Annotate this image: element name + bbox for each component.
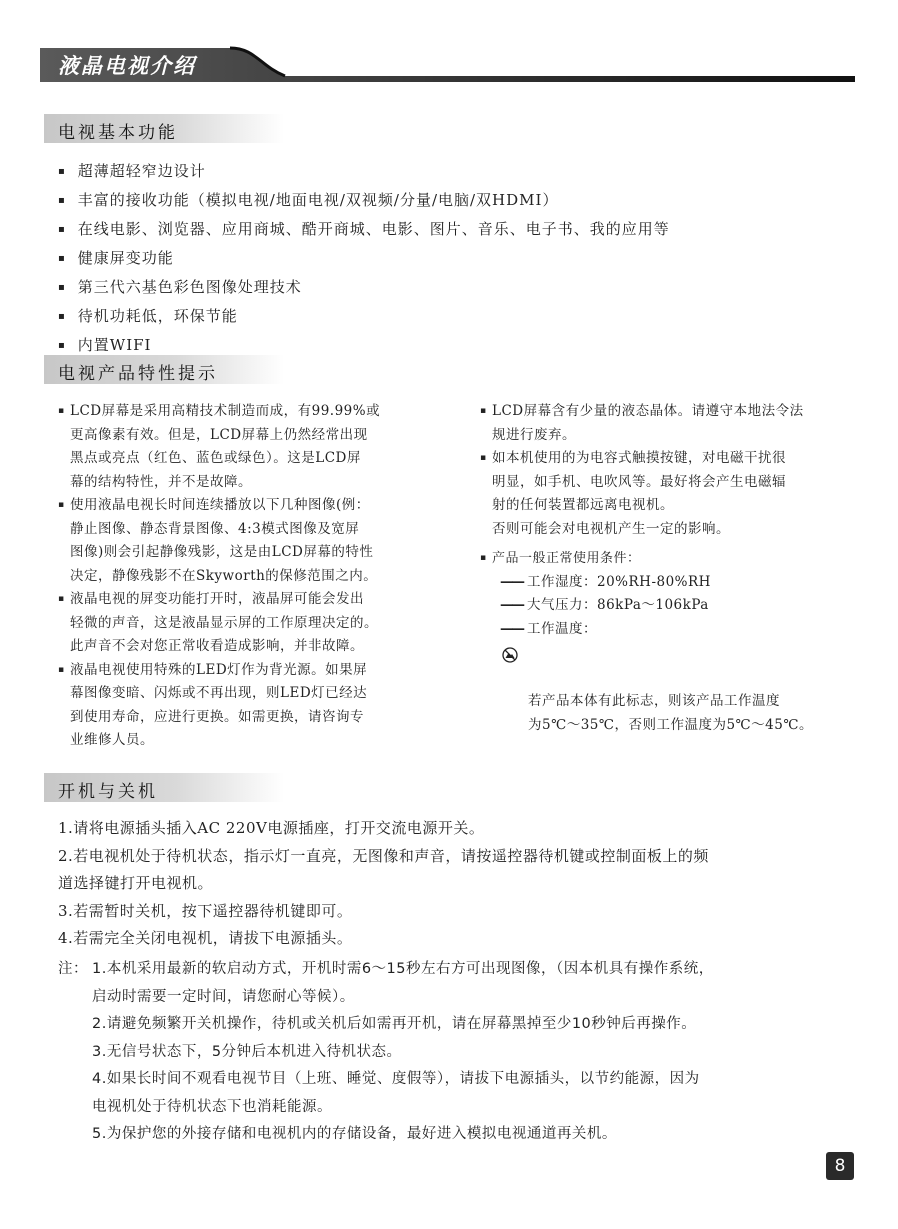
note-item: 5.为保护您的外接存储和电视机内的存储设备，最好进入模拟电视通道再关机。 xyxy=(92,1126,617,1142)
power-step: 1.请将电源插头插入AC 220V电源插座，打开交流电源开关。 xyxy=(58,819,485,837)
tip-item: ▪ 液晶电视使用特殊的LED灯作为背光源。如果屏 幕图像变暗、闪烁或不再出现，则LED灯已经达 到使用寿命，应进行更换。如需更换，请咨询专 业维修人员。 xyxy=(58,659,428,753)
power-steps xyxy=(58,815,858,953)
list-item: ▪ 超薄超轻窄边设计 xyxy=(58,158,670,187)
note-item: 4.如果长时间不观看电视节目（上班、睡觉、度假等），请拔下电源插头，以节约能源，因为 电视机处于待机状态下也消耗能源。 xyxy=(92,1071,700,1115)
dash: —— xyxy=(500,597,523,613)
list-item: ▪ 健康屏变功能 xyxy=(58,245,670,274)
humidity-text: 工作湿度：20%RH-80%RH xyxy=(527,573,711,590)
section-header-tips xyxy=(44,355,284,384)
tip-item: ▪ 使用液晶电视长时间连续播放以下几种图像(例： 静止图像、静态背景图像、4:3模式图像及宽屏 图像)则会引起静像残影，这是由LCD屏幕的特性 决定，静像残影不在Skyworth的保修范围之内。 xyxy=(58,494,428,588)
list-item: ▪ 第三代六基色彩色图像处理技术 xyxy=(58,274,670,303)
temperature-note-text: 若产品本体有此标志，则该产品工作温度 为5℃～35℃，否则工作温度为5℃～45℃。 xyxy=(528,693,813,733)
temperature-note xyxy=(480,643,860,737)
section-header-basic xyxy=(44,114,284,143)
page-title: 液晶电视介绍 xyxy=(58,54,196,78)
tips-left-column xyxy=(58,400,428,753)
temperature-text: 工作温度： xyxy=(527,620,597,637)
list-item: ▪ 在线电影、浏览器、应用商城、酷开商城、电影、图片、音乐、电子书、我的应用等 xyxy=(58,216,670,245)
tip-item: ▪ LCD屏幕含有少量的液态晶体。请遵守本地法令法 规进行废弃。 xyxy=(480,400,860,447)
page-number: 8 xyxy=(826,1152,854,1180)
section-title: 电视基本功能 xyxy=(58,123,178,143)
tips-right-column xyxy=(480,400,860,737)
condition-humidity xyxy=(480,571,860,595)
tip-item: ▪ LCD屏幕是采用高精技术制造而成，有99.99%或 更高像素有效。但是，LCD屏幕上仍然经常出现 黑点或亮点（红色、蓝色或绿色）。这是LCD屏 幕的结构特性，并不是故障。 xyxy=(58,400,428,494)
no-altitude-icon xyxy=(502,647,518,663)
dash: —— xyxy=(500,573,523,590)
power-step: 4.若需完全关闭电视机，请拔下电源插头。 xyxy=(58,929,353,947)
pressure-text: 大气压力：86kPa～106kPa xyxy=(527,597,709,613)
list-item: ▪ 内置WIFI xyxy=(58,332,670,361)
section-title: 开机与关机 xyxy=(58,782,158,802)
note-item: 3.无信号状态下，5分钟后本机进入待机状态。 xyxy=(92,1043,402,1060)
condition-pressure xyxy=(480,594,860,618)
power-step: 3.若需暂时关机，按下遥控器待机键即可。 xyxy=(58,901,353,920)
power-step: 2.若电视机处于待机状态，指示灯一直亮，无图像和声音，请按遥控器待机键或控制面板上的频 道选择键打开电视机。 xyxy=(58,846,709,892)
note-item: 1.本机采用最新的软启动方式，开机时需6～15秒左右方可出现图像，（因本机具有操作系统， 启动时需要一定时间，请您耐心等候）。 xyxy=(92,961,714,1005)
dash: —— xyxy=(500,620,523,637)
conditions-heading: ▪ 产品一般正常使用条件： xyxy=(480,547,860,571)
tip-item: ▪ 液晶电视的屏变功能打开时，液晶屏可能会发出 轻微的声音，这是液晶显示屏的工作原理决定的。 此声音不会对您正常收看造成影响，并非故障。 xyxy=(58,588,428,659)
list-item: ▪ 待机功耗低，环保节能 xyxy=(58,303,670,332)
note-item: 2.请避免频繁开关机操作，待机或关机后如需再开机，请在屏幕黑掉至少10秒钟后再操作。 xyxy=(92,1016,697,1032)
feature-list xyxy=(58,158,670,361)
power-notes xyxy=(58,956,858,1149)
tip-item: ▪ 如本机使用的为电容式触摸按键，对电磁干扰很 明显，如手机、电吹风等。最好将会产生电磁辐 射的任何装置都远离电视机。 否则可能会对电视机产生一定的影响。 xyxy=(480,447,860,541)
list-item: ▪ 丰富的接收功能（模拟电视/地面电视/双视频/分量/电脑/双HDMI） xyxy=(58,187,670,216)
section-title: 电视产品特性提示 xyxy=(58,364,218,384)
section-header-power xyxy=(44,773,284,802)
condition-temperature xyxy=(480,618,860,642)
note-label: 注： xyxy=(58,961,88,977)
